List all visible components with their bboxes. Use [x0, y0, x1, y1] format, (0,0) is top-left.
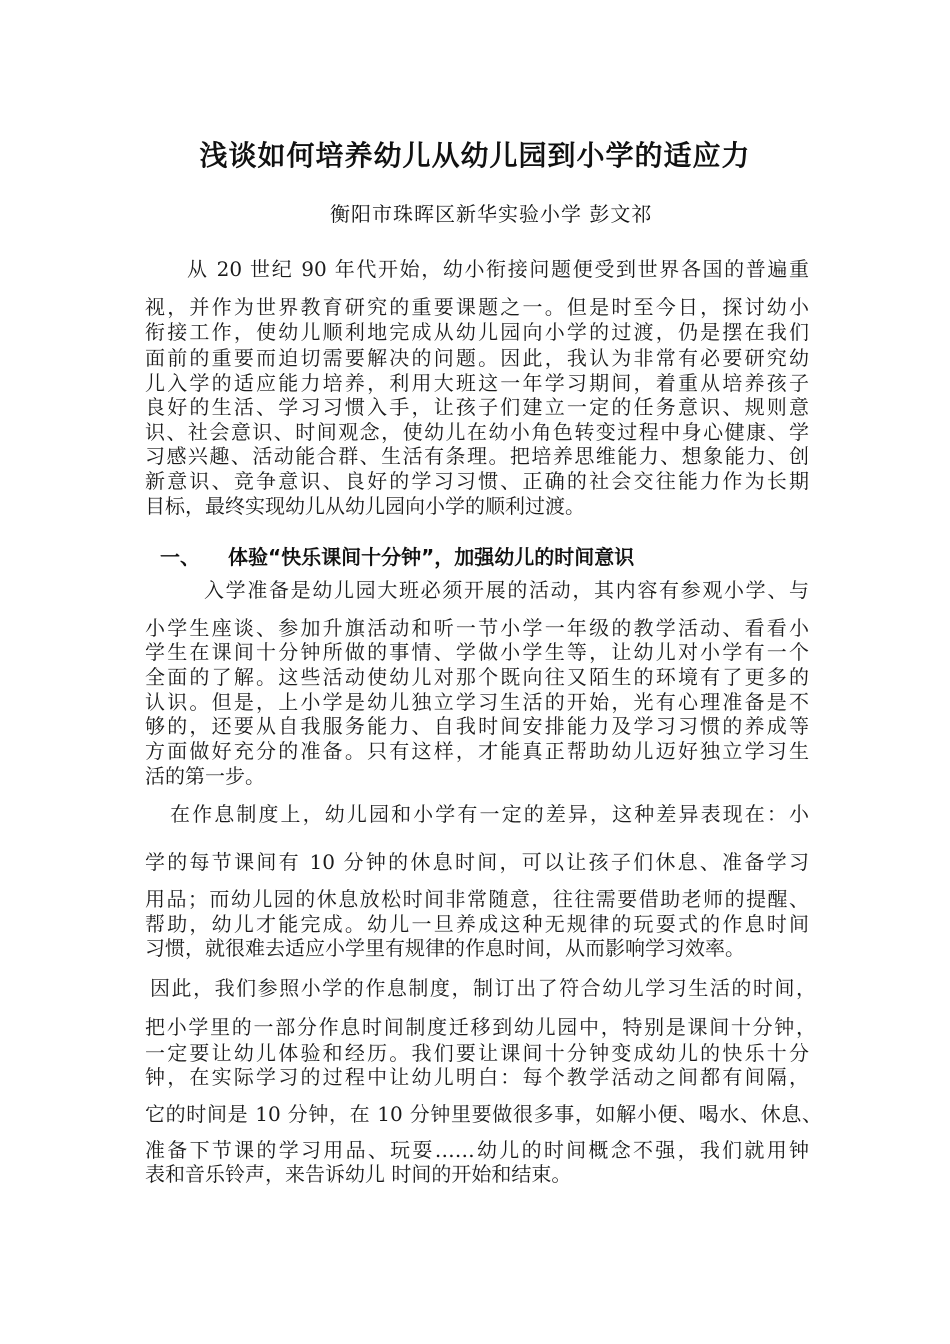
text-line: 认识。但是，上小学是幼儿独立学习生活的开始，光有心理准备是不: [145, 690, 809, 714]
text-line: 钟，在实际学习的过程中让幼儿明白：每个教学活动之间都有间隔，: [145, 1065, 809, 1089]
text-line: 从 20 世纪 90 年代开始，幼小衔接问题便受到世界各国的普遍重: [187, 257, 809, 281]
text-line: 帮助，幼儿才能完成。幼儿一旦养成这种无规律的玩耍式的作息时间: [145, 912, 809, 936]
text-line: 活的第一步。: [145, 764, 265, 788]
author-line: 衡阳市珠晖区新华实验小学 彭文祁: [330, 202, 653, 226]
text-line: 良好的生活、学习习惯入手，让孩子们建立一定的任务意识、规则意: [145, 395, 809, 419]
text-line: 新意识、竞争意识、良好的学习习惯、正确的社会交往能力作为长期: [145, 469, 809, 493]
text-line: 全面的了解。这些活动使幼儿对那个既向往又陌生的环境有了更多的: [145, 665, 809, 689]
text-line: 小学生座谈、参加升旗活动和听一节小学一年级的教学活动、看看小: [145, 616, 809, 640]
text-line: 它的时间是 10 分钟，在 10 分钟里要做很多事，如解小便、喝水、休息、: [145, 1102, 822, 1126]
text-line: 学生在课间十分钟所做的事情、学做小学生等，让幼儿对小学有一个: [145, 640, 809, 664]
text-line: 把小学里的一部分作息时间制度迁移到幼儿园中，特别是课间十分钟，: [145, 1015, 816, 1039]
text-line: 方面做好充分的准备。只有这样，才能真正帮助幼儿迈好独立学习生: [145, 739, 809, 763]
section-number: 一、: [160, 545, 200, 569]
text-line: 儿入学的适应能力培养，利用大班这一年学习期间，着重从培养孩子: [145, 371, 809, 395]
text-line: 习惯，就很难去适应小学里有规律的作息时间，从而影响学习效率。: [145, 936, 745, 960]
text-line: 准备下节课的学习用品、玩耍……幼儿的时间概念不强，我们就用钟: [145, 1138, 809, 1162]
text-line: 一定要让幼儿体验和经历。我们要让课间十分钟变成幼儿的快乐十分: [145, 1041, 809, 1065]
section-heading: [160, 541, 634, 570]
text-line: 学的每节课间有 10 分钟的休息时间，可以让孩子们休息、准备学习: [145, 850, 809, 874]
text-line: 面前的重要而迫切需要解决的问题。因此，我认为非常有必要研究幼: [145, 346, 809, 370]
text-line: 在作息制度上，幼儿园和小学有一定的差异，这种差异表现在：小: [170, 802, 809, 826]
text-line: 表和音乐铃声，来告诉幼儿 时间的开始和结束。: [145, 1162, 572, 1186]
text-line: 视，并作为世界教育研究的重要课题之一。但是时至今日，探讨幼小: [145, 295, 809, 319]
section-heading-text: 体验“快乐课间十分钟”，加强幼儿的时间意识: [228, 545, 635, 569]
text-line: 识、社会意识、时间观念，使幼儿在幼小角色转变过程中身心健康、学: [145, 420, 809, 444]
text-line: 用品；而幼儿园的休息放松时间非常随意，往往需要借助老师的提醒、: [145, 887, 809, 911]
text-line: 习感兴趣、活动能合群、生活有条理。把培养思维能力、想象能力、创: [145, 444, 809, 468]
text-line: 目标，最终实现幼儿从幼儿园向小学的顺利过渡。: [145, 494, 585, 518]
text-line: 衔接工作，使幼儿顺利地完成从幼儿园向小学的过渡，仍是摆在我们: [145, 320, 809, 344]
text-line: 入学准备是幼儿园大班必须开展的活动，其内容有参观小学、与: [204, 578, 809, 602]
text-line: 因此，我们参照小学的作息制度，制订出了符合幼儿学习生活的时间，: [150, 976, 816, 1000]
document-title: 浅谈如何培养幼儿从幼儿园到小学的适应力: [199, 139, 751, 172]
text-line: 够的，还要从自我服务能力、自我时间安排能力及学习习惯的养成等: [145, 714, 809, 738]
